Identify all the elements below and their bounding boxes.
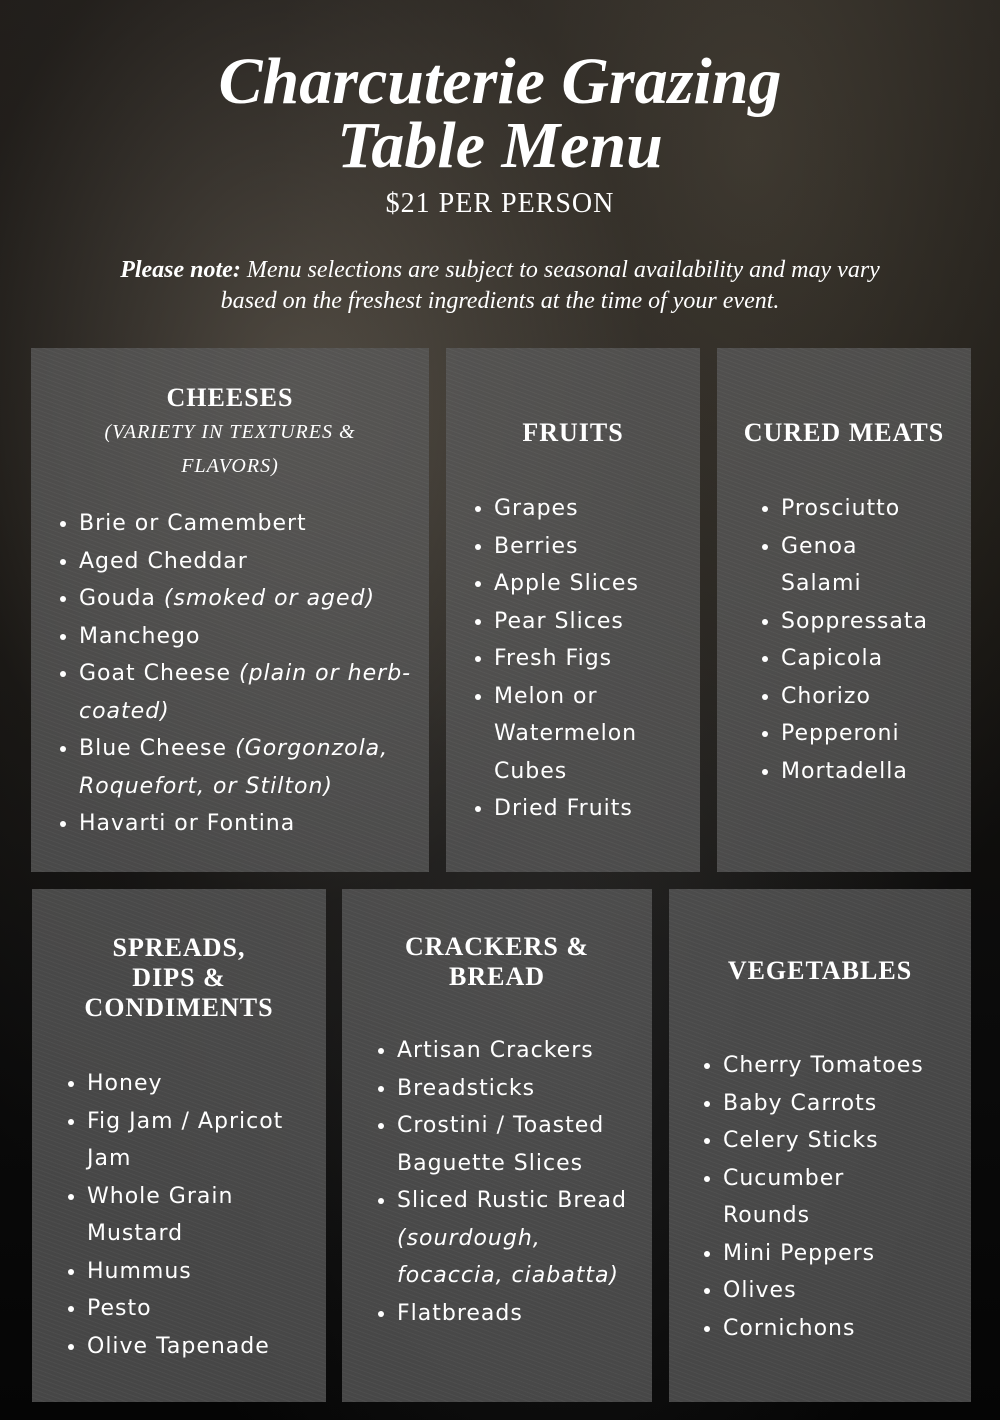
list-item: • Soppressata	[781, 603, 961, 641]
title-line-1: Charcuterie Grazing	[218, 45, 782, 118]
list-item: • Cornichons	[723, 1310, 961, 1348]
list-item: • Cherry Tomatoes	[723, 1047, 961, 1085]
list-item: • Goat Cheese (plain or herb-coated)	[79, 655, 419, 730]
list-item: • Melon or Watermelon Cubes	[494, 678, 684, 791]
list-item: • Sliced Rustic Bread (sourdough, focaccia, ciabatta)	[397, 1182, 640, 1295]
list-item: • Honey	[87, 1065, 314, 1103]
list-item: • Apple Slices	[494, 565, 684, 603]
fruits-list	[446, 490, 700, 828]
note-text: Menu selections are subject to seasonal availability and may vary based on the freshest ingredients at the time of your event.	[220, 257, 880, 314]
list-item: • Crostini / Toasted Baguette Slices	[397, 1107, 640, 1182]
list-item: • Gouda (smoked or aged)	[79, 580, 419, 618]
spreads-panel	[32, 889, 326, 1402]
title-line-2: Table Menu	[337, 109, 663, 182]
list-item: • Grapes	[494, 490, 684, 528]
cured-meats-panel	[717, 348, 971, 872]
price-per-person: $21 PER PERSON	[385, 188, 615, 219]
cheeses-title: CHEESES	[166, 383, 294, 412]
list-item: • Havarti or Fontina	[79, 805, 419, 843]
cheeses-subtitle: (VARIETY IN TEXTURES & FLAVORS)	[104, 421, 356, 477]
cheeses-list	[31, 505, 429, 843]
cured-meats-list	[717, 490, 971, 790]
list-item: • Chorizo	[781, 678, 961, 716]
crackers-title: CRACKERS & BREAD	[404, 932, 590, 991]
list-item: • Brie or Camembert	[79, 505, 419, 543]
page-title	[0, 45, 1000, 182]
list-item: • Pesto	[87, 1290, 314, 1328]
list-item: • Olives	[723, 1272, 961, 1310]
fruits-title: FRUITS	[522, 418, 624, 447]
crackers-list	[342, 1032, 652, 1332]
vegetables-panel	[669, 889, 971, 1402]
cheeses-panel	[31, 348, 429, 872]
list-item: • Aged Cheddar	[79, 543, 419, 581]
list-item: • Flatbreads	[397, 1295, 640, 1333]
list-item: • Blue Cheese (Gorgonzola, Roquefort, or Stilton)	[79, 730, 419, 805]
list-item: • Celery Sticks	[723, 1122, 961, 1160]
spreads-list	[32, 1065, 326, 1365]
list-item: • Dried Fruits	[494, 790, 684, 828]
fruits-panel	[446, 348, 700, 872]
list-item: • Pepperoni	[781, 715, 961, 753]
list-item: • Artisan Crackers	[397, 1032, 640, 1070]
list-item: • Baby Carrots	[723, 1085, 961, 1123]
list-item: • Manchego	[79, 618, 419, 656]
list-item: • Hummus	[87, 1253, 314, 1291]
list-item: • Fresh Figs	[494, 640, 684, 678]
availability-note	[90, 255, 910, 317]
list-item: • Cucumber Rounds	[723, 1160, 873, 1235]
list-item: • Capicola	[781, 640, 961, 678]
list-item: • Whole Grain Mustard	[87, 1178, 314, 1253]
list-item: • Mini Peppers	[723, 1235, 961, 1273]
note-label: Please note:	[120, 257, 241, 283]
list-item: • Prosciutto	[781, 490, 961, 528]
spreads-title: SPREADS, DIPS & CONDIMENTS	[84, 933, 274, 1022]
vegetables-title: VEGETABLES	[727, 956, 913, 985]
list-item: • Berries	[494, 528, 684, 566]
list-item: • Mortadella	[781, 753, 961, 791]
vegetables-list	[669, 1047, 971, 1347]
list-item: • Pear Slices	[494, 603, 684, 641]
list-item: • Olive Tapenade	[87, 1328, 314, 1366]
list-item: • Breadsticks	[397, 1070, 640, 1108]
list-item: • Genoa Salami	[781, 528, 891, 603]
crackers-panel	[342, 889, 652, 1402]
list-item: • Fig Jam / Apricot Jam	[87, 1103, 314, 1178]
cured-meats-title: CURED MEATS	[743, 418, 945, 447]
